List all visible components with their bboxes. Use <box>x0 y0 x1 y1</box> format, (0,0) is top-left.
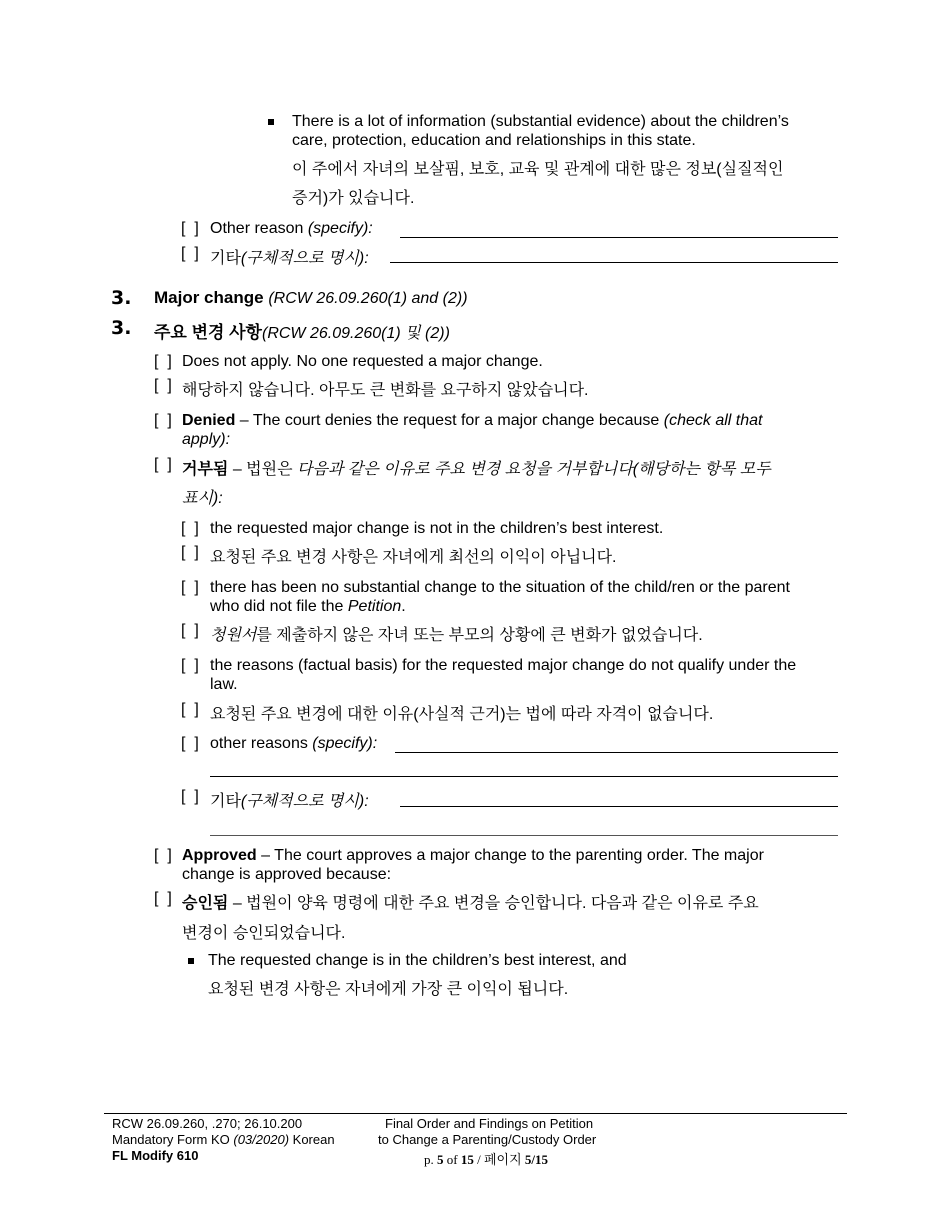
other-reason-ko-field[interactable] <box>390 262 838 263</box>
reason2-ko-petition: 청원서 <box>210 627 257 644</box>
denied-italic-en-1: (check all that <box>663 412 763 429</box>
other-reason-en-field[interactable] <box>400 237 838 238</box>
checkbox[interactable]: [ ] <box>154 353 172 370</box>
approved-text-en-1: – The court approves a major change to the parenting order. The major <box>256 847 764 864</box>
reason1-ko: 요청된 주요 변경 사항은 자녀에게 최선의 이익이 아닙니다. <box>210 549 617 566</box>
reason2-en-line1: there has been no substantial change to the situation of the child/ren or the parent <box>210 579 790 596</box>
other-reason-en-specify: (specify): <box>307 220 373 237</box>
checkbox[interactable]: [ ] <box>154 456 172 473</box>
denied-label-en: Denied <box>182 412 236 429</box>
checkbox[interactable]: [ ] <box>181 520 199 537</box>
rcw-en: (RCW 26.09.260(1) and (2)) <box>268 290 468 307</box>
rcw-ko: (RCW 26.09.260(1) 및 (2)) <box>261 325 450 342</box>
other-reason-ko-specify: (구체적으로 명시): <box>240 250 369 267</box>
checkbox[interactable]: [ ] <box>181 701 199 718</box>
section-title-ko <box>154 318 450 343</box>
page-sep: / 페이지 <box>473 1152 525 1167</box>
not-apply-en: Does not apply. No one requested a major change. <box>182 353 543 370</box>
footer-rule <box>104 1113 847 1114</box>
title-ko: 주요 변경 사항 <box>154 323 262 342</box>
page-total: 15 <box>460 1152 474 1167</box>
approved-label-en: Approved <box>182 847 257 864</box>
checkbox[interactable]: [ ] <box>154 412 172 429</box>
page-ko: 5/15 <box>524 1152 549 1167</box>
page-prefix: p. <box>424 1152 437 1167</box>
bullet-marker <box>188 958 194 964</box>
other-reasons-ko-field[interactable] <box>400 806 838 807</box>
other-reasons-en-field-2[interactable] <box>210 776 838 777</box>
approved-text-ko-1: – 법원이 양육 명령에 대한 주요 변경을 승인합니다. 다음과 같은 이유로 주요 <box>228 895 759 912</box>
footer-title-1: Final Order and Findings on Petition <box>385 1116 594 1131</box>
reason2-ko <box>210 622 703 645</box>
other-reason-en <box>210 220 373 238</box>
checkbox[interactable]: [ ] <box>181 579 199 596</box>
checkbox[interactable]: [ ] <box>181 544 199 561</box>
bullet-ko-line1: 이 주에서 자녀의 보살핌, 보호, 교육 및 관계에 대한 많은 정보(실질적인 <box>292 161 784 178</box>
denied-text-ko: – 법원은 <box>228 461 297 478</box>
denied-en-line1 <box>182 412 762 430</box>
footer-rcw: RCW 26.09.260, .270; 26.10.200 <box>112 1116 303 1131</box>
bullet-en-line1: There is a lot of information (substantial evidence) about the children’s <box>292 113 789 130</box>
footer-title-2: to Change a Parenting/Custody Order <box>378 1132 597 1147</box>
other-reasons-en-label: other reasons <box>210 735 313 752</box>
denied-italic-en-2: apply): <box>182 431 231 448</box>
other-reasons-en <box>210 735 377 753</box>
not-apply-ko: 해당하지 않습니다. 아무도 큰 변화를 요구하지 않았습니다. <box>182 382 589 399</box>
reason3-ko: 요청된 주요 변경에 대한 이유(사실적 근거)는 법에 따라 자격이 없습니다. <box>210 706 714 723</box>
checkbox[interactable]: [ ] <box>181 788 199 805</box>
checkbox[interactable]: [ ] <box>154 377 172 394</box>
checkbox[interactable]: [ ] <box>154 847 172 864</box>
checkbox[interactable]: [ ] <box>181 245 199 262</box>
checkbox[interactable]: [ ] <box>181 657 199 674</box>
other-reason-en-label: Other reason <box>210 220 308 237</box>
approved-en-line2: change is approved because: <box>182 866 392 883</box>
approved-bullet-ko: 요청된 변경 사항은 자녀에게 가장 큰 이익이 됩니다. <box>208 981 569 998</box>
page-of: of <box>443 1152 461 1167</box>
footer-page <box>424 1152 548 1168</box>
checkbox[interactable]: [ ] <box>181 220 199 237</box>
footer-form <box>112 1132 335 1148</box>
reason3-en-line2: law. <box>210 676 238 693</box>
denied-text-en: – The court denies the request for a major change because <box>235 412 664 429</box>
reason3-en-line1: the reasons (factual basis) for the requested major change do not qualify under the <box>210 657 797 674</box>
other-reasons-ko-specify: (구체적으로 명시): <box>240 793 369 810</box>
footer-form-prefix: Mandatory Form KO <box>112 1132 234 1147</box>
other-reasons-en-field[interactable] <box>395 752 838 753</box>
approved-label-ko: 승인됨 <box>182 895 229 912</box>
reason1-en: the requested major change is not in the children’s best interest. <box>210 520 664 537</box>
other-reason-ko <box>210 245 369 268</box>
section-title-en <box>154 288 468 308</box>
bullet-marker <box>268 119 274 125</box>
page-num: 5 <box>437 1152 444 1167</box>
section-number: 3. <box>111 287 132 309</box>
reason2-en-line2 <box>210 598 406 616</box>
bullet-ko-line2: 증거)가 있습니다. <box>292 190 415 207</box>
other-reasons-ko <box>210 788 369 811</box>
other-reasons-ko-field-2[interactable] <box>210 835 838 836</box>
approved-en-line1 <box>182 847 764 865</box>
denied-ko-line1 <box>182 456 771 479</box>
denied-label-ko: 거부됨 <box>182 461 229 478</box>
reason2-en-2a: who did not file the <box>210 598 348 615</box>
footer-form-id: FL Modify 610 <box>112 1148 199 1163</box>
other-reasons-en-specify: (specify): <box>312 735 378 752</box>
approved-bullet-en: The requested change is in the children’s best interest, and <box>208 952 627 969</box>
other-reason-ko-label: 기타 <box>210 250 241 267</box>
title-en: Major change <box>154 288 264 307</box>
denied-italic-ko-2: 표시): <box>182 490 223 507</box>
denied-italic-ko-1: 다음과 같은 이유로 주요 변경 요청을 거부합니다(해당하는 항목 모두 <box>296 461 771 478</box>
footer-form-suffix: Korean <box>289 1132 335 1147</box>
other-reasons-ko-label: 기타 <box>210 793 241 810</box>
reason2-en-2c: . <box>401 598 406 615</box>
reason2-ko-text: 를 제출하지 않은 자녀 또는 부모의 상황에 큰 변화가 없었습니다. <box>256 627 703 644</box>
checkbox[interactable]: [ ] <box>154 890 172 907</box>
bullet-en-line2: care, protection, education and relationships in this state. <box>292 132 696 149</box>
checkbox[interactable]: [ ] <box>181 735 199 752</box>
approved-ko-line2: 변경이 승인되었습니다. <box>182 925 346 942</box>
checkbox[interactable]: [ ] <box>181 622 199 639</box>
section-number-ko: 3. <box>111 317 132 339</box>
approved-ko-line1 <box>182 890 759 913</box>
reason2-en-petition: Petition <box>347 598 402 615</box>
footer-form-date: (03/2020) <box>233 1132 290 1147</box>
